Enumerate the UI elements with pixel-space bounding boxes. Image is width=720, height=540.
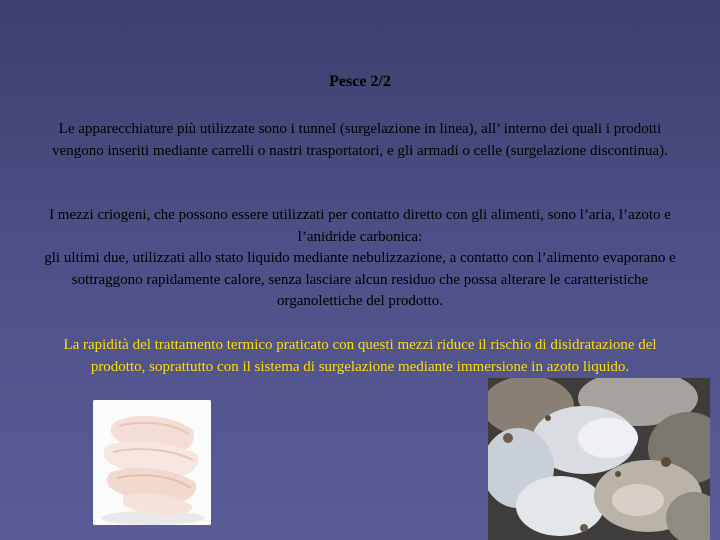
paragraph-cryogenic: [40, 205, 680, 313]
cryogenic-line-1: I mezzi criogeni, che possono essere utilizzati per contatto diretto con gli alimenti, sono l’aria, l’azoto e l’anidride carbonica:: [49, 207, 671, 245]
cryogenic-line-2: gli ultimi due, utilizzati allo stato liquido mediante nebulizzazione, a contatto con l’alimento evaporano e sottraggono rapidamente calore, senza lasciare alcun residuo che possa alterare le caratteristiche organolettiche del prodotto.: [44, 250, 676, 309]
paragraph-equipment: Le apparecchiature più utilizzate sono i tunnel (surgelazione in linea), all’ interno dei quali i prodotti vengono inseriti mediante carrelli o nastri trasportatori, e gli armadi o celle (surgelazione discontinua).: [52, 121, 668, 159]
slide-title: Pesce 2/2: [329, 73, 391, 90]
fish-fillets-image: [93, 400, 211, 525]
fish-fillets-drawing: [93, 400, 211, 525]
flatfish-image: [488, 378, 710, 540]
flatfish-drawing: [488, 378, 710, 540]
paragraph-highlight: La rapidità del trattamento termico praticato con questi mezzi riduce il rischio di disidratazione del prodotto, soprattutto con il sistema di surgelazione mediante immersione in azoto liquido.: [63, 337, 657, 375]
